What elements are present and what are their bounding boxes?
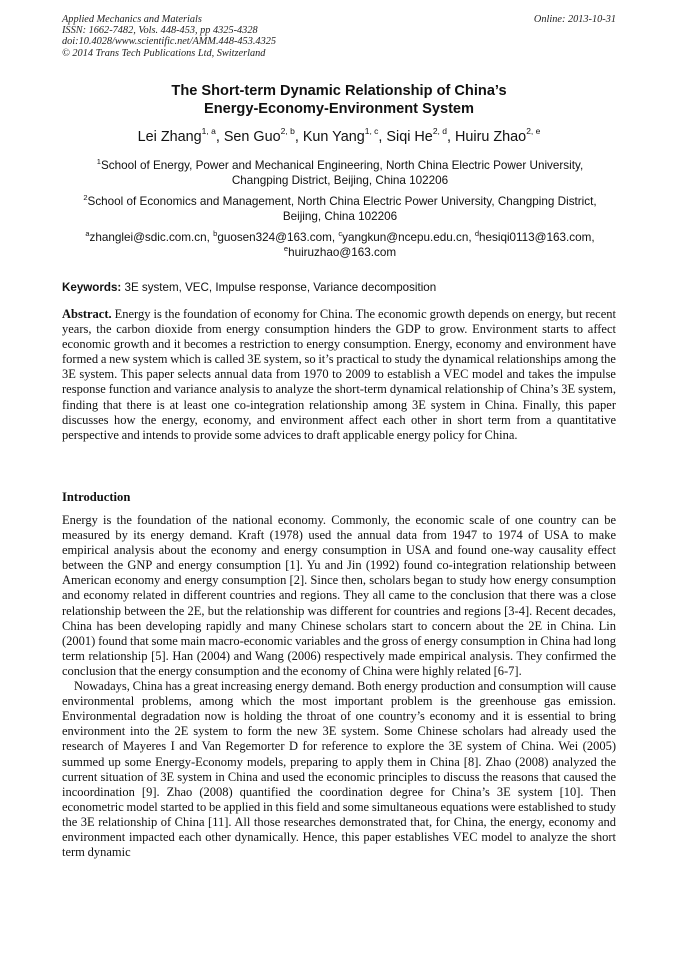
author-name: Sen Guo xyxy=(223,129,281,145)
abstract-label: Abstract. xyxy=(62,307,112,321)
email-sup: c xyxy=(338,229,343,238)
author-sup: 2, d xyxy=(432,126,447,136)
paragraph: Energy is the foundation of the national economy. Commonly, the economic scale of one country can be measured by its energy demand. Kraft (1978) used the annual data from 1947 to 1974 of USA to make empirical analysis about the economy and energy consumption in USA and found one-way causality effect between the GNP and energy consumption [1]. Yu and Jin (1992) found co-integration relationship between American economy and energy consumption [2]. Since then, scholars began to study how energy consumption and economy related in different countries and regions. They all came to the conclusion that there was a close relationship between the 2E, but the relationship was different for countries and regions [3-4]. Recent decades, China has been developing rapidly and many Chinese scholars start to concern about the 2E in China. Lin (2001) found that some main macro-economic variables and the gross of energy consumption in China had long term relationship [5]. Han (2004) and Wang (2006) respectively made empirical analysis. They confirmed the conclusion that the energy consumption and the economy of China were highly related [6-7]. xyxy=(62,513,616,678)
email-link[interactable]: yangkun@ncepu.edu.cn xyxy=(342,231,469,244)
affiliation-line: Beijing, China 102206 xyxy=(282,210,398,224)
online-date: Online: 2013-10-31 xyxy=(533,14,616,25)
paragraph: Nowadays, China has a great increasing energy demand. Both energy production and consumption will cause environmental problems, among which the most important problem is the greenhouse gas emission. Environmental degradation now is holding the throat of one country’s economy and it is essential to bring environment into the 2E system to form the new 3E system. Some Chinese scholars had already used the research of Mayeres I and Van Regemorter D for reference to explore the 3E system of China. Wei (2005) summed up some Energy-Economy models, preparing to apply them in China [8]. Zhao (2008) analyzed the current situation of 3E system in China and used the economic principles to discuss the reasons that caused the incoordination [9]. Zhao (2008) quantified the coordination degree for China’s 3E system [10]. Then econometric model started to be applied in this field and some simultaneous equations were established to study the 3E relationship of China [11]. All those researches demonstrated that, for China, the energy, economy and environment impacted each other dynamically. Hence, this paper establishes VEC model to analyze the short term dynamic xyxy=(62,679,616,860)
introduction-body xyxy=(62,513,616,860)
journal-header xyxy=(62,14,616,59)
author-name: Lei Zhang xyxy=(137,129,202,145)
affiliation-line: School of Energy, Power and Mechanical Engineering, North China Electric Power University, xyxy=(100,159,584,172)
affiliation-line: School of Economics and Management, North China Electric Power University, Changping District, xyxy=(87,195,597,208)
affiliation-sup: 1 xyxy=(96,157,101,166)
email-sup: d xyxy=(474,229,480,238)
paper-title xyxy=(62,82,616,118)
journal-name: Applied Mechanics and Materials xyxy=(62,14,202,25)
author-name: Kun Yang xyxy=(302,129,365,145)
abstract xyxy=(62,307,616,443)
author-name: Huiru Zhao xyxy=(455,129,527,145)
affiliation-2 xyxy=(64,194,616,224)
title-line-2: Energy-Economy-Environment System xyxy=(203,101,475,117)
email-sup: b xyxy=(213,229,218,238)
copyright-line: © 2014 Trans Tech Publications Ltd, Switzerland xyxy=(62,47,266,59)
email-link[interactable]: zhanglei@sdic.com.cn xyxy=(89,231,207,244)
keywords-line xyxy=(62,281,616,295)
affiliation-line: Changping District, Beijing, China 102206 xyxy=(231,174,449,188)
email-link[interactable]: hesiqi0113@163.com xyxy=(479,231,592,244)
affiliation-sup: 2 xyxy=(83,193,88,202)
author-sup: 2, e xyxy=(526,126,541,136)
issn-line: ISSN: 1662-7482, Vols. 448-453, pp 4325-4328 xyxy=(62,25,258,37)
keywords-text: 3E system, VEC, Impulse response, Variance decomposition xyxy=(124,281,437,294)
author-list: Lei Zhang$^{1, a}$, Sen Guo$^{2, b}$, Kun Yang$^{1, c}$, Siqi He$^{2, d}$, Huiru Zhao$^{2, e}$ xyxy=(137,126,541,145)
email-list: $^a$zhanglei@sdic.com.cn, $^b$guosen324@163.com, $^c$yangkun@ncepu.edu.cn, $^d$hesiqi0113@163.com, $^e$huiruzhao@163.com xyxy=(85,229,595,260)
author-sup: 1, c xyxy=(364,126,379,136)
author-sup: 1, a xyxy=(201,126,216,136)
email-sup: e xyxy=(283,244,289,254)
abstract-text: Energy is the foundation of economy for China. The economic growth depends on energy, but recent years, the carbon dioxide from energy consumption hinders the GDP to grow. Environment starts to affect economic growth and it becomes a restriction to energy consumption. Energy, economy and environment have formed a new system which is called 3E system, so it’s practical to study the dynamical relationships among the 3E system. This paper selects annual data from 1970 to 2009 to establish a VEC model and takes the impulse response function and variance analysis to analyze the short-term dynamical relationship of China’s 3E system, finding that there is at least one co-integration relationship among 3E system in China. Finally, this paper discusses how the energy, economy, and environment affect each other in short term from a quantitative perspective and intends to provide some advices to draft applicable energy policy for China. xyxy=(62,307,616,442)
keywords-label: Keywords: xyxy=(62,281,122,294)
email-link[interactable]: guosen324@163.com xyxy=(217,231,332,244)
doi-line: doi:10.4028/www.scientific.net/AMM.448-453.4325 xyxy=(62,36,277,48)
author-name: Siqi He xyxy=(386,129,433,145)
title-line-1: The Short-term Dynamic Relationship of China’s xyxy=(171,83,507,99)
affiliation-1 xyxy=(64,158,616,188)
section-heading-introduction: Introduction xyxy=(62,490,131,504)
email-link[interactable]: huiruzhao@163.com xyxy=(288,246,397,260)
email-sup: a xyxy=(85,229,90,238)
author-sup: 2, b xyxy=(280,126,295,136)
